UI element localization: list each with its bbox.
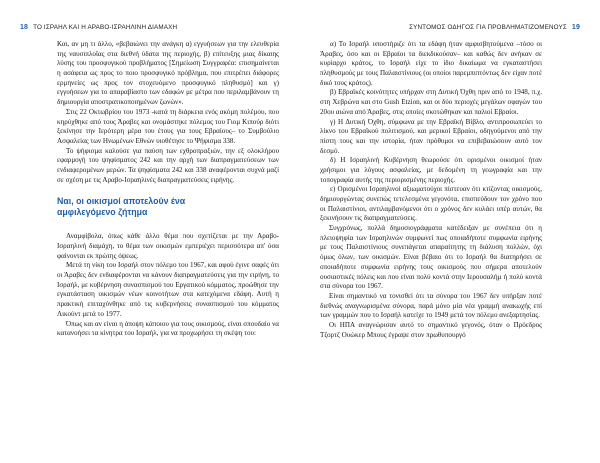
paragraph: Είναι σημαντικό να τονισθεί ότι τα σύνορα του 1967 δεν υπήρξαν ποτέ διεθνώς αναγνωρισμένα σύνορα, παρά μόνο μία νέα γραμμή ανακωχής επί των γραμμών που το Ισραήλ κατείχε το 1949 μετά τον πόλεμο ανεξαρτησίας. — [320, 291, 542, 320]
left-page-number: 18 — [20, 24, 29, 31]
section-heading — [57, 196, 279, 218]
paragraph: Και, αν μη τι άλλο, «βεβαιώνει την ανάγκη α) εγγυήσεων για την ελευθερία της ναυσιπλοΐας στα διεθνή ύδατα της περιοχής, β) επίτευξης μιας δίκαιης λύσης του προσφυγικού προβλήματος [Σημείωση Συγγραφέα: επισημαίνεται η ασάφεια ως προς το ποιο προσφυγικό πρόβλημα, που επιτρέπει διάφορες ερμηνείες ως προς τον στοχευόμενο προσφυγικό πληθυσμό] και γ) εγγυήσεων για το απαραβίαστο των εδαφών με μέτρα που περιλαμβάνουν τη δημιουργία αποστρατικοποιημένων ζωνών». — [57, 40, 279, 107]
paragraph: Στις 22 Οκτωβρίου του 1973 -κατά τη διάρκεια ενός ακόμη πολέμου, που κηρύχθηκε από τους Άραβες και ονομάστηκε πόλεμος του Γιομ Κιπούρ διότι ξεκίνησε την Ιερότερη μέρα του έτους για τους Εβραίους– το Συμβούλιο Ασφαλείας των Ηνωμένων Εθνών υιοθέτησε το Ψήφισμα 338. — [57, 107, 279, 145]
paragraph: Όπως και αν είναι η άποψη κάποιου για τους οικισμούς, είναι σπουδαίο να κατανοήσει τα κίνητρα του Ισραήλ, για να προχωρήσει τη σκέψη του: — [57, 319, 279, 338]
section-heading-line: αμφιλεγόμενο ζήτημα — [57, 207, 148, 218]
right-page — [300, 0, 600, 463]
right-page-number: 19 — [571, 24, 580, 31]
right-header-title: ΣΥΝΤΟΜΟΣ ΟΔΗΓΟΣ ΓΙΑ ΠΡΟΒΛΗΜΑΤΙΖΟΜΕΝΟΥΣ — [409, 24, 567, 31]
left-running-header — [20, 24, 177, 31]
paragraph: Αναμφίβολα, όπως κάθε άλλο θέμα που σχετίζεται με την Αραβο-Ισραηλινή διαμάχη, το θέμα των οικισμών εμπεριέχει περισσότερα απ' όσα φαίνονται εκ πρώτης όψεως. — [57, 232, 279, 260]
paragraph: Οι ΗΠΑ αναγνώρισαν αυτό το σημαντικό γεγονός, όταν ο Πρόεδρος Τζορτζ Ουώκερ Μπους έγραψε στον πρωθυπουργό — [320, 320, 542, 339]
list-paragraph: β) Εβραϊκές κοινότητες υπήρχαν στη Δυτική Όχθη πριν από το 1948, π.χ. στη Χεβρώνα και στο Gush Etzion, και οι δύο περιοχές μεγάλων σφαγών του 20ου αιώνα από Άραβες, στις οποίες σκοτώθηκαν και παλιοί Εβραίοι. — [320, 88, 542, 116]
list-paragraph: α) Το Ισραήλ υποστήριζε ότι τα εδάφη ήταν αμφισβητούμενα –τόσο οι Άραβες, όσο και οι Εβραίοι τα διεκδικούσαν– και καθώς δεν ανήκαν σε κυρίαρχο κράτος, το Ισραήλ είχε το ίδιο δικαίωμα να εγκαταστήσει πληθυσμούς με τους Παλαιστίνιους (οι οποίοι παρεμπιπτόντως δεν είχαν ποτέ δικό τους κράτος). — [320, 40, 542, 87]
list-paragraph: δ) Η Ισραηλινή Κυβέρνηση θεωρούσε ότι ορισμένοι οικισμοί ήταν χρήσιμοι για λόγους ασφαλείας, με δεδομένη τη γεωγραφία και την τοπογραφία αυτής της περιορισμένης περιοχής. — [320, 156, 542, 184]
right-running-header — [409, 24, 580, 31]
paragraph: Μετά τη νίκη του Ισραήλ στον πόλεμο του 1967, και αφού έγινε σαφές ότι οι Άραβες δεν ενδιαφέρονται να κάνουν διαπραγματεύσεις για την ειρήνη, το Ισραήλ, με κυβέρνηση συνασπισμού του Εργατικού κόμματος, προώθησε την εγκατάσταση οικισμών νέων κοινοτήτων στα κατεχόμενα εδάφη. Αυτή η πρακτική επιταχύνθηκε από τις κυβερνήσεις συνασπισμού του κόμματος Λικούντ μετά το 1977. — [57, 261, 279, 318]
paragraph: Το ψήφισμα καλούσε για παύση των εχθροπραξιών, την εξ ολοκλήρου εφαρμογή του ψηφίσματος 242 και την αρχή των διαπραγματεύσεων των ενδιαφερομένων μερών. Τα ψηφίσματα 242 και 338 αναφέρονται συχνά μαζί σε σχέση με τις Αραβο-Ισραηλινές διαπραγματεύσεις ειρήνης. — [57, 146, 279, 184]
left-text-column — [57, 40, 279, 339]
left-header-title: ΤΟ ΙΣΡΑΗΛ ΚΑΙ Η ΑΡΑΒΟ-ΙΣΡΑΗΛΙΝΗ ΔΙΑΜΑΧΗ — [33, 24, 178, 31]
list-paragraph: ε) Ορισμένοι Ισραηλινοί αξιωματούχοι πίστευαν ότι κτίζοντας οικισμούς, δημιουργώντας συνεπώς τετελεσμένα γεγονότα, επισπεύδουν τον χρόνο που οι Παλαιστίνιοι, αντιλαμβανόμενοι ότι ο χρόνος δεν κυλάει υπέρ αυτών, θα ξεκινήσουν τις διαπραγματεύσεις. — [320, 185, 542, 223]
paragraph: Συγχρόνως, πολλά δημοσιογράφματα κατέδειξαν με συνέπεια ότι η πλειοψηφία των Ισραηλινών συμφωνεί πως οποιαδήποτε συμφωνία ειρήνης με τους Παλαιστίνιους συνεπάγεται απαραίτητης τη διάλυση πολλών, όχι όμως όλων, των οικισμών. Είναι βέβαιο ότι το Ισραήλ θα διατηρήσει σε οποιαδήποτε συμφωνία ειρήνης τους οικισμούς που σήμερα αποτελούν ουσιαστικές πόλεις και που είναι πολύ κοντά στην Ιερουσαλήμ ή πολύ κοντά στα σύνορα του 1967. — [320, 224, 542, 291]
section-heading-line: Ναι, οι οικισμοί αποτελούν ένα — [57, 196, 186, 207]
list-paragraph: γ) Η Δυτική Όχθη, σύμφωνα με την Εβραϊκή Βίβλο, αντιπροσωπεύει το λίκνο του Εβραϊκού πολιτισμού, και μερικοί Εβραίοι, οδηγούμενοι από την πίστη τους και την ιστορία, ήταν πρόθυμοι να επιβεβαιώσουν αυτό τον δεσμό. — [320, 117, 542, 155]
right-text-column — [320, 40, 542, 340]
